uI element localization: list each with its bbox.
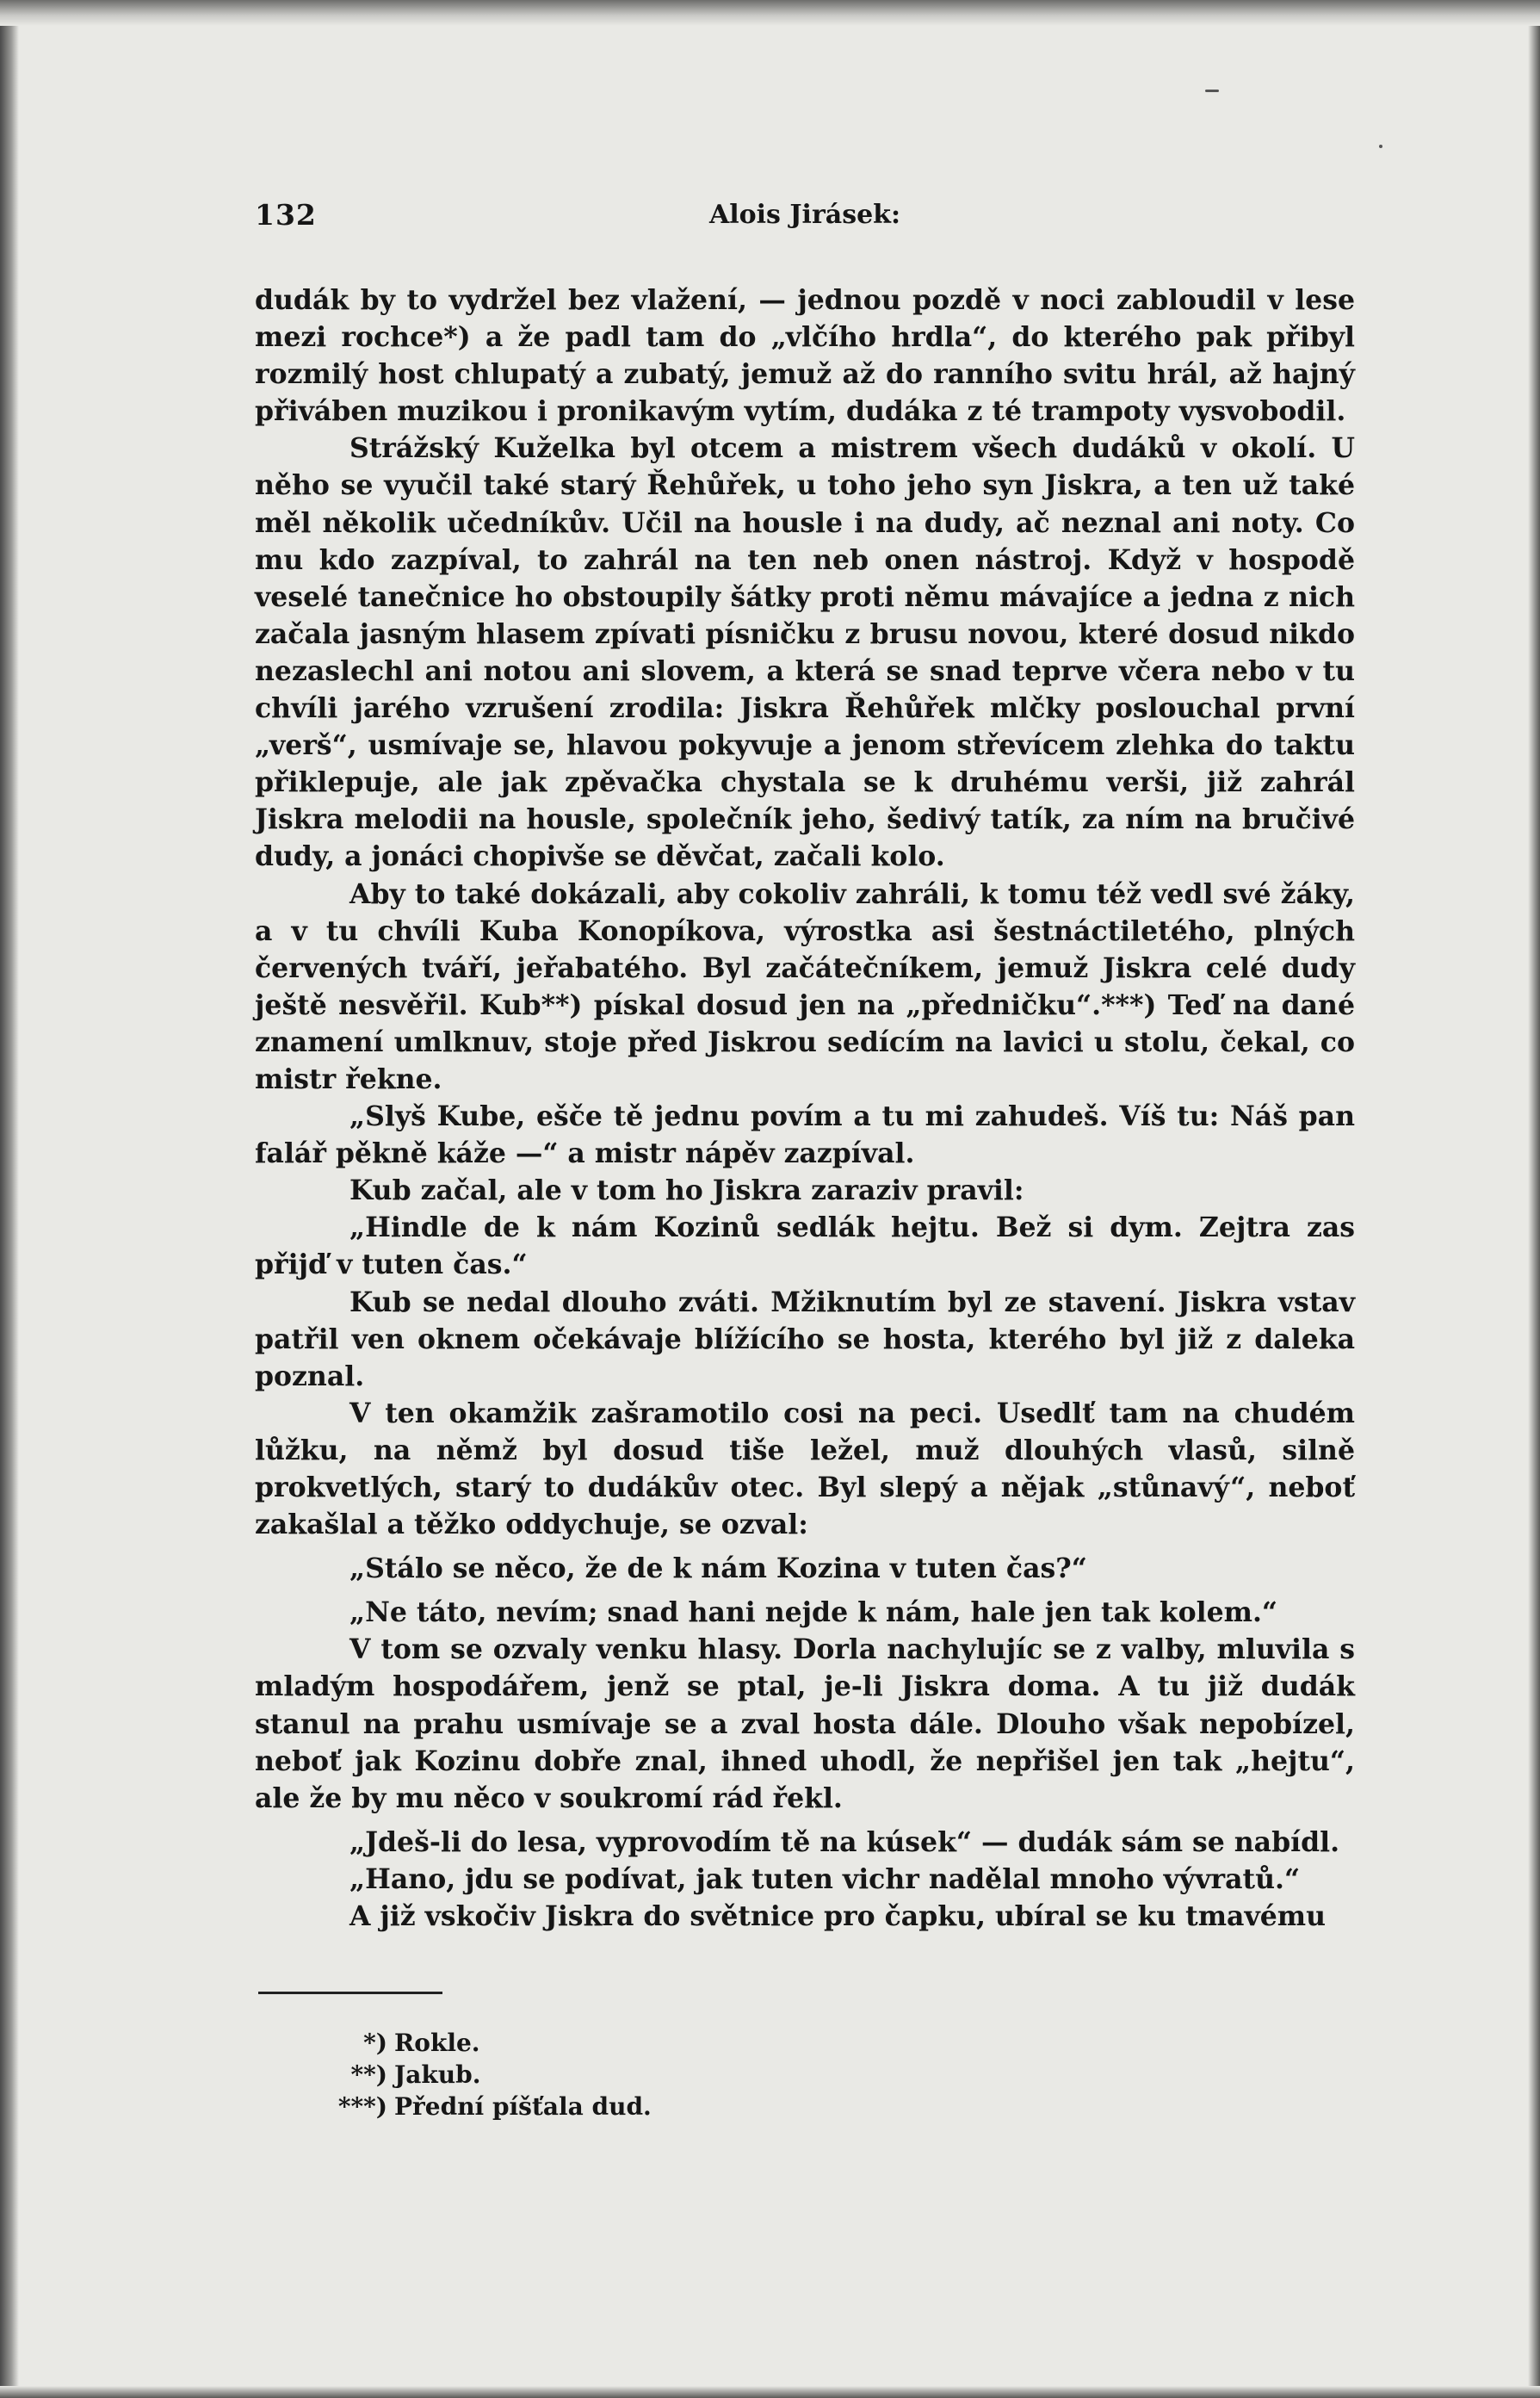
page-number: 132 [255, 198, 317, 232]
footnote [258, 2027, 652, 2059]
paragraph: A již vskočiv Jiskra do světnice pro čapku, ubíral se ku tmavému [349, 1900, 1327, 1933]
footnote-mark: **) [350, 2060, 387, 2089]
running-title: Alois Jirásek: [708, 200, 901, 230]
page-header [255, 198, 1355, 241]
footnote-text: Jakub. [394, 2060, 481, 2089]
page-edge-shadow-bottom [0, 2386, 1540, 2398]
paragraph: Aby to také dokázali, aby cokoliv zahráli, k tomu též vedl své žáky, a v tu chvíli Kuba Konopíkova, výrostka asi šestnáctiletého, plných červených tváří, jeřabatého. Byl začátečníkem, jemuž Jiskra celé dudy ještě nesvěřil. Kub**) pískal dosud jen na „předničku“.***) Teď na dané znamení umlknuv, stoje před Jiskrou sedícím na lavici u stolu, čekal, co mistr řekne. [255, 877, 1355, 1095]
footnote-text: Přední píšťala dud. [394, 2092, 652, 2121]
paragraph: „Hindle de k nám Kozinů sedlák hejtu. Bež si dym. Zejtra zas přijď v tuten čas.“ [255, 1211, 1355, 1281]
body-text [255, 282, 1355, 1935]
paragraph: dudák by to vydržel bez vlažení, — jednou pozdě v noci zabloudil v lese mezi rochce*) a že padl tam do „vlčího hrdla“, do kterého pak přibyl rozmilý host chlupatý a zubatý, jemuž až do ranního svitu hrál, až hajný přiváben muzikou i pronikavým vytím, dudáka z té trampoty vysvobodil. [255, 284, 1355, 428]
paragraph: „Jdeš-li do lesa, vyprovodím tě na kúsek“ — dudák sám se nabídl. [349, 1825, 1340, 1858]
footnote-separator [258, 1992, 442, 1994]
scan-speck [1379, 145, 1382, 148]
page-edge-shadow-right [1528, 0, 1540, 2398]
footnote-mark: *) [363, 2029, 387, 2057]
footnotes [258, 2027, 652, 2122]
footnote [258, 2059, 652, 2091]
paragraph: „Stálo se něco, že de k nám Kozina v tuten čas?“ [349, 1552, 1087, 1585]
paragraph: „Ne táto, nevím; snad hani nejde k nám, hale jen tak kolem.“ [349, 1596, 1278, 1629]
paragraph: Strážský Kuželka byl otcem a mistrem všech dudáků v okolí. U něho se vyučil také starý Řehůřek, u toho jeho syn Jiskra, a ten už také měl několik učedníkův. Učil na housle i na dudy, ač neznal ani noty. Co mu kdo zazpíval, to zahrál na ten neb onen nástroj. Když v hospodě veselé tanečnice ho obstoupily šátky proti němu mávajíce a jedna z nich začala jasným hlasem zpívati písničku z brusu novou, které dosud nikdo nezaslechl ani notou ani slovem, a která se snad teprve včera nebo v tu chvíli jarého vzrušení zrodila: Jiskra Řehůřek mlčky poslouchal první „verš“, usmívaje se, hlavou pokyvuje a jenom střevícem zlehka do taktu přiklepuje, ale jak zpěvačka chystala se k druhému verši, již zahrál Jiskra melodii na housle, společník jeho, šedivý tatík, za ním na bručivé dudy, a jonáci chopivše se děvčat, začali kolo. [255, 432, 1355, 873]
footnote-text: Rokle. [394, 2029, 480, 2057]
paragraph: „Slyš Kube, ešče tě jednu povím a tu mi zahudeš. Víš tu: Náš pan falář pěkně káže —“ a mistr nápěv zazpíval. [255, 1100, 1355, 1170]
paragraph: V ten okamžik zašramotilo cosi na peci. Usedlť tam na chudém lůžku, na němž byl dosud tiše ležel, muž dlouhých vlasů, silně prokvetlých, starý to dudákův otec. Byl slepý a nějak „stůnavý“, neboť zakašlal a těžko oddychuje, se ozval: [255, 1397, 1355, 1541]
paragraph: „Hano, jdu se podívat, jak tuten vichr nadělal mnoho vývratů.“ [349, 1862, 1301, 1895]
footnote [258, 2091, 652, 2122]
footnote-mark: ***) [337, 2092, 387, 2121]
paragraph: Kub se nedal dlouho zváti. Mžiknutím byl ze stavení. Jiskra vstav patřil ven oknem očekávaje blížícího se hosta, kterého byl již z daleka poznal. [255, 1286, 1355, 1392]
paragraph: Kub začal, ale v tom ho Jiskra zaraziv pravil: [349, 1174, 1024, 1207]
scan-speck [1205, 90, 1219, 92]
paragraph: V tom se ozvaly venku hlasy. Dorla nachylujíc se z valby, mluvila s mladým hospodářem, jenž se ptal, je-li Jiskra doma. A tu již dudák stanul na prahu usmívaje se a zval hosta dále. Dlouho však nepobízel, neboť jak Kozinu dobře znal, ihned uhodl, že nepřišel jen tak „hejtu“, ale že by mu něco v soukromí rád řekl. [255, 1633, 1355, 1814]
